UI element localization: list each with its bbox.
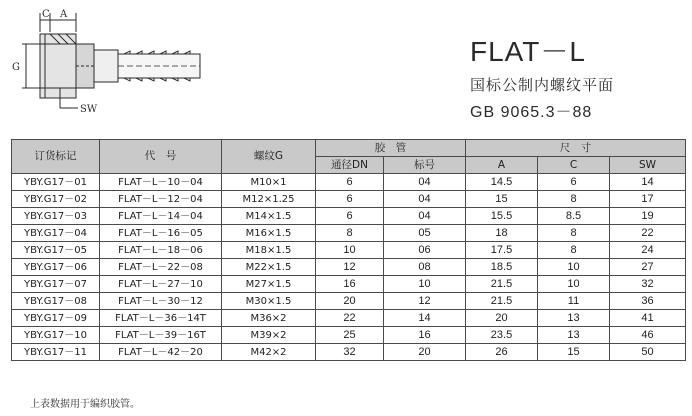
table-row bbox=[12, 191, 686, 208]
cell-dn: 25 bbox=[316, 327, 384, 344]
cell-sw: 36 bbox=[610, 293, 686, 310]
cell-c: 8 bbox=[538, 225, 610, 242]
cell-dn: 22 bbox=[316, 310, 384, 327]
cell-c: 10 bbox=[538, 259, 610, 276]
table-row bbox=[12, 276, 686, 293]
cell-a: 15 bbox=[466, 191, 538, 208]
table-row bbox=[12, 242, 686, 259]
cell-mark: 14 bbox=[384, 310, 466, 327]
cell-sw: 22 bbox=[610, 225, 686, 242]
header-dn: 通径DN bbox=[316, 157, 384, 174]
cell-a: 18.5 bbox=[466, 259, 538, 276]
cell-c: 10 bbox=[538, 276, 610, 293]
cell-code: FLAT－L－10－04 bbox=[100, 174, 222, 191]
cell-mark: 10 bbox=[384, 276, 466, 293]
header-c: C bbox=[538, 157, 610, 174]
table-row bbox=[12, 225, 686, 242]
cell-mark: 20 bbox=[384, 344, 466, 361]
product-standard: GB 9065.3－88 bbox=[470, 104, 593, 121]
cell-mark: 06 bbox=[384, 242, 466, 259]
cell-a: 17.5 bbox=[466, 242, 538, 259]
cell-code: FLAT－L－22－08 bbox=[100, 259, 222, 276]
cell-mark: 16 bbox=[384, 327, 466, 344]
cell-dn: 8 bbox=[316, 225, 384, 242]
cell-order-no: YBY.G17－04 bbox=[12, 225, 100, 242]
cell-thread: M12×1.25 bbox=[222, 191, 316, 208]
cell-mark: 12 bbox=[384, 293, 466, 310]
cell-c: 13 bbox=[538, 310, 610, 327]
dim-label-sw: SW bbox=[80, 104, 98, 115]
cell-thread: M36×2 bbox=[222, 310, 316, 327]
table-row bbox=[12, 310, 686, 327]
cell-order-no: YBY.G17－05 bbox=[12, 242, 100, 259]
cell-a: 26 bbox=[466, 344, 538, 361]
cell-mark: 04 bbox=[384, 191, 466, 208]
table-row bbox=[12, 174, 686, 191]
cell-order-no: YBY.G17－07 bbox=[12, 276, 100, 293]
header-order-no: 订货标记 bbox=[12, 140, 100, 174]
table-row bbox=[12, 327, 686, 344]
table-row bbox=[12, 293, 686, 310]
cell-sw: 41 bbox=[610, 310, 686, 327]
cell-c: 6 bbox=[538, 174, 610, 191]
cell-a: 23.5 bbox=[466, 327, 538, 344]
cell-order-no: YBY.G17－02 bbox=[12, 191, 100, 208]
header-mark: 标号 bbox=[384, 157, 466, 174]
header-sw: SW bbox=[610, 157, 686, 174]
cell-sw: 50 bbox=[610, 344, 686, 361]
cell-order-no: YBY.G17－09 bbox=[12, 310, 100, 327]
cell-code: FLAT－L－12－04 bbox=[100, 191, 222, 208]
cell-dn: 6 bbox=[316, 174, 384, 191]
fitting-drawing bbox=[4, 4, 204, 122]
cell-sw: 32 bbox=[610, 276, 686, 293]
cell-dn: 6 bbox=[316, 208, 384, 225]
cell-c: 13 bbox=[538, 327, 610, 344]
cell-sw: 27 bbox=[610, 259, 686, 276]
table-row bbox=[12, 208, 686, 225]
cell-mark: 04 bbox=[384, 208, 466, 225]
cell-mark: 04 bbox=[384, 174, 466, 191]
cell-thread: M18×1.5 bbox=[222, 242, 316, 259]
cell-mark: 08 bbox=[384, 259, 466, 276]
cell-a: 14.5 bbox=[466, 174, 538, 191]
table-row bbox=[12, 259, 686, 276]
table-row bbox=[12, 344, 686, 361]
cell-code: FLAT－L－36－14T bbox=[100, 310, 222, 327]
cell-a: 15.5 bbox=[466, 208, 538, 225]
cell-c: 15 bbox=[538, 344, 610, 361]
cell-sw: 46 bbox=[610, 327, 686, 344]
header-thread: 螺纹G bbox=[222, 140, 316, 174]
cell-order-no: YBY.G17－08 bbox=[12, 293, 100, 310]
header-code: 代 号 bbox=[100, 140, 222, 174]
cell-dn: 12 bbox=[316, 259, 384, 276]
footnote: 上表数据用于编织胶管。 bbox=[30, 399, 140, 410]
title-block bbox=[470, 36, 685, 122]
cell-code: FLAT－L－30－12 bbox=[100, 293, 222, 310]
cell-dn: 6 bbox=[316, 191, 384, 208]
cell-a: 20 bbox=[466, 310, 538, 327]
cell-order-no: YBY.G17－01 bbox=[12, 174, 100, 191]
header-hose: 胶 管 bbox=[316, 140, 466, 157]
cell-code: FLAT－L－16－05 bbox=[100, 225, 222, 242]
cell-order-no: YBY.G17－03 bbox=[12, 208, 100, 225]
product-title: FLAT－L bbox=[470, 36, 586, 67]
cell-thread: M10×1 bbox=[222, 174, 316, 191]
header-a: A bbox=[466, 157, 538, 174]
cell-c: 8 bbox=[538, 191, 610, 208]
cell-sw: 19 bbox=[610, 208, 686, 225]
cell-thread: M27×1.5 bbox=[222, 276, 316, 293]
cell-code: FLAT－L－42－20 bbox=[100, 344, 222, 361]
cell-code: FLAT－L－27－10 bbox=[100, 276, 222, 293]
cell-sw: 14 bbox=[610, 174, 686, 191]
cell-c: 11 bbox=[538, 293, 610, 310]
header-size: 尺 寸 bbox=[466, 140, 686, 157]
cell-thread: M16×1.5 bbox=[222, 225, 316, 242]
spec-table-body bbox=[12, 174, 686, 361]
cell-a: 21.5 bbox=[466, 276, 538, 293]
cell-code: FLAT－L－14－04 bbox=[100, 208, 222, 225]
cell-thread: M22×1.5 bbox=[222, 259, 316, 276]
cell-sw: 24 bbox=[610, 242, 686, 259]
cell-a: 18 bbox=[466, 225, 538, 242]
cell-thread: M42×2 bbox=[222, 344, 316, 361]
cell-thread: M14×1.5 bbox=[222, 208, 316, 225]
cell-c: 8.5 bbox=[538, 208, 610, 225]
cell-dn: 32 bbox=[316, 344, 384, 361]
dim-label-c: C bbox=[42, 9, 50, 20]
cell-thread: M39×2 bbox=[222, 327, 316, 344]
cell-order-no: YBY.G17－06 bbox=[12, 259, 100, 276]
cell-dn: 20 bbox=[316, 293, 384, 310]
cell-a: 21.5 bbox=[466, 293, 538, 310]
cell-order-no: YBY.G17－10 bbox=[12, 327, 100, 344]
dim-label-g: G bbox=[12, 62, 20, 73]
cell-dn: 16 bbox=[316, 276, 384, 293]
cell-sw: 17 bbox=[610, 191, 686, 208]
dim-label-a: A bbox=[60, 9, 68, 20]
cell-c: 8 bbox=[538, 242, 610, 259]
cell-thread: M30×1.5 bbox=[222, 293, 316, 310]
spec-table bbox=[11, 139, 686, 361]
cell-code: FLAT－L－39－16T bbox=[100, 327, 222, 344]
cell-order-no: YBY.G17－11 bbox=[12, 344, 100, 361]
cell-mark: 05 bbox=[384, 225, 466, 242]
cell-code: FLAT－L－18－06 bbox=[100, 242, 222, 259]
cell-dn: 10 bbox=[316, 242, 384, 259]
product-subtitle: 国标公制内螺纹平面 bbox=[470, 76, 615, 94]
